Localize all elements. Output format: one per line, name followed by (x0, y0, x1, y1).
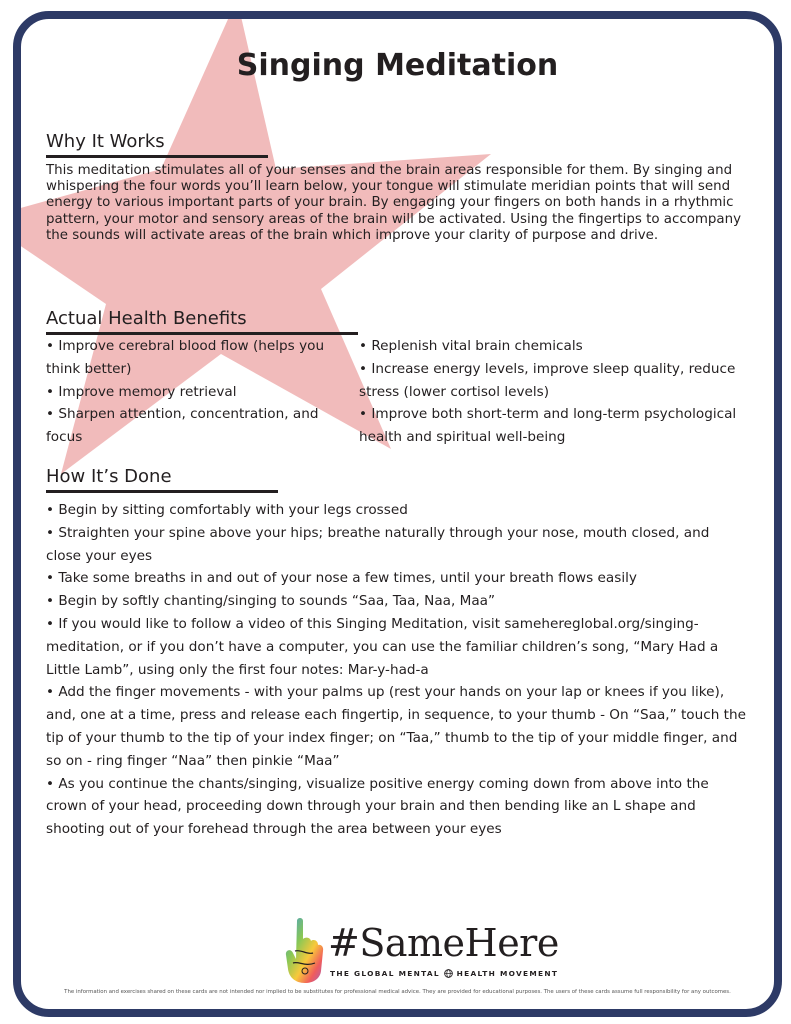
list-item: • Replenish vital brain chemicals (359, 338, 583, 354)
logo-tagline (330, 969, 558, 978)
page-title: Singing Meditation (236, 48, 559, 83)
benefits-right-list (359, 335, 754, 449)
list-item: • Improve cerebral blood flow (helps you think better) (46, 338, 325, 377)
hand-logo-icon (283, 915, 325, 985)
why-divider (46, 155, 268, 158)
list-item: • Improve both short-term and long-term psychological health and spiritual well-being (359, 406, 737, 446)
list-item: • As you continue the chants/singing, visualize positive energy coming down from above into the crown of your head, proceeding down through your brain and then bending like an L shape and shooting out of your forehead through the area between your eyes (46, 775, 709, 838)
benefits-heading: Actual Health Benefits (46, 308, 247, 329)
list-item: • Begin by softly chanting/singing to sounds “Saa, Taa, Naa, Maa” (46, 593, 496, 610)
benefits-left-list (46, 335, 341, 449)
why-heading: Why It Works (46, 131, 165, 152)
list-item: • Improve memory retrieval (46, 383, 237, 400)
how-heading: How It’s Done (46, 466, 172, 487)
samehere-logo (283, 915, 559, 991)
list-item: • Begin by sitting comfortably with your legs crossed (46, 502, 408, 518)
list-item: • Increase energy levels, improve sleep quality, reduce stress (lower cortisol levels) (359, 360, 736, 400)
disclaimer-text: The information and exercises shared on these cards are not intended nor implied to be substitutes for professional medical advice. They are provided for educational purposes. The users of these cards assume full responsibility for any outcomes. (64, 989, 731, 995)
meditation-card (13, 11, 782, 1017)
globe-icon (444, 969, 453, 978)
card-content (21, 19, 774, 1009)
why-body: This meditation stimulates all of your senses and the brain areas responsible for them. By singing and whispering the four words you’ll learn below, your tongue will stimulate meridian points that will send energy to various important parts of your brain. By engaging your fingers on both hands in a rhythmic pattern, your motor and sensory areas of the brain will be activated. Using the fingertips to accompany the sounds will activate areas of the brain which improve your clarity of purpose and drive. (46, 163, 742, 243)
how-divider (46, 490, 278, 493)
how-steps-list (46, 499, 746, 841)
tagline-left: THE GLOBAL MENTAL (330, 969, 440, 978)
list-item: • Take some breaths in and out of your nose a few times, until your breath flows easily (46, 570, 637, 587)
list-item: • Straighten your spine above your hips; breathe naturally through your nose, mouth closed, and close your eyes (46, 524, 710, 564)
list-item: • Sharpen attention, concentration, and focus (46, 406, 319, 446)
list-item: • If you would like to follow a video of this Singing Meditation, visit samehereglobal.org/singing-meditation, or if you don’t have a computer, you can use the familiar children’s song, “Mary Had a Little Lamb”, using only the first four notes: Mar-y-had-a (46, 615, 719, 678)
logo-hashtag: #SameHere (328, 921, 559, 965)
tagline-right: HEALTH MOVEMENT (456, 969, 559, 978)
list-item: • Add the finger movements - with your palms up (rest your hands on your lap or knees if you like), and, one at a time, press and release each fingertip, in sequence, to your thumb - On “Saa,” touch the tip of your thumb to the tip of your index finger; on “Taa,” thumb to the tip of your middle finger, and so on - ring finger “Naa” then pinkie “Maa” (46, 684, 746, 769)
